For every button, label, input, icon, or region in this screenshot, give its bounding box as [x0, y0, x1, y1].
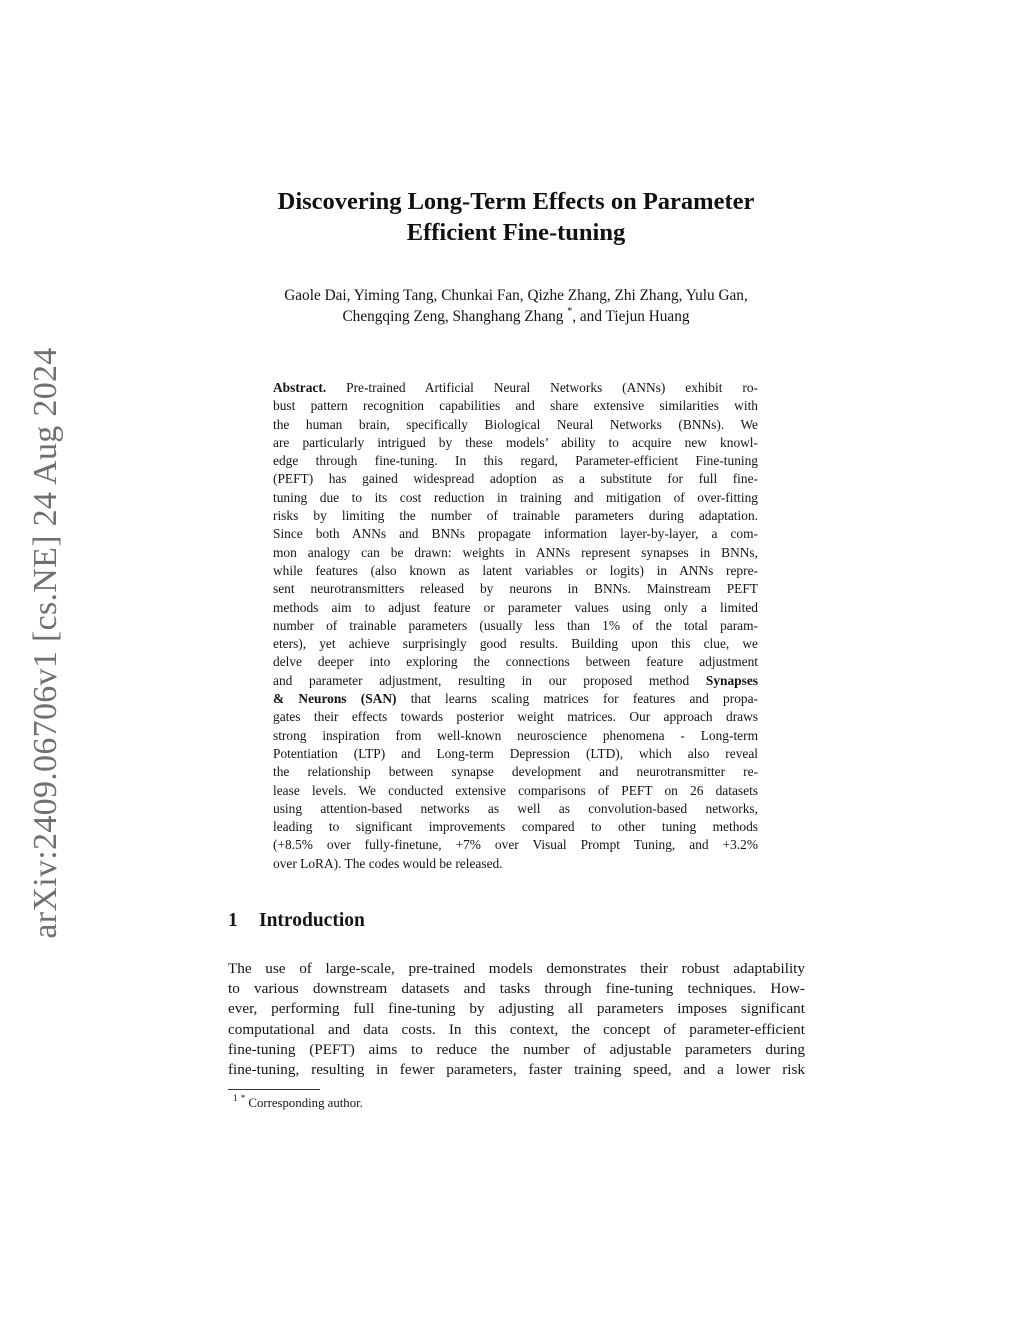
arxiv-sidebar — [26, 345, 66, 940]
abstract-line: edge through fine-tuning. In this regard, Parameter-efficient Fine-tuning — [273, 453, 758, 469]
intro-line: The use of large-scale, pre-trained models demonstrates their robust adaptability — [228, 960, 805, 977]
abstract-line: while features (also known as latent variables or logits) in ANNs repre- — [273, 562, 758, 578]
section-number: 1 — [228, 910, 238, 931]
abstract-line: eters), yet achieve surprisingly good results. Building upon this clue, we — [273, 636, 758, 652]
abstract-line: and parameter adjustment, resulting in our proposed method Synapses — [273, 672, 758, 688]
abstract-line: delve deeper into exploring the connections between feature adjustment — [273, 654, 758, 670]
section-heading — [228, 910, 365, 932]
abstract-line: (+8.5% over fully-finetune, +7% over Visual Prompt Tuning, and +3.2% — [273, 837, 758, 853]
abstract-line: bust pattern recognition capabilities and share extensive similarities with — [273, 398, 758, 414]
intro-line: computational and data costs. In this context, the concept of parameter-efficient — [228, 1020, 805, 1038]
abstract-line: methods aim to adjust feature or parameter values using only a limited — [273, 599, 758, 615]
abstract-line: tuning due to its cost reduction in training and mitigation of over-fitting — [273, 489, 758, 505]
abstract-line: using attention-based networks as well as convolution-based networks, — [273, 800, 758, 816]
footnote-marker: 1 — [233, 1093, 238, 1103]
abstract-line: gates their effects towards posterior weight matrices. Our approach draws — [273, 709, 758, 725]
footnote — [233, 1093, 363, 1111]
footnote-divider — [228, 1089, 320, 1090]
introduction-body — [228, 959, 805, 1080]
abstract-line: sent neurotransmitters released by neurons in BNNs. Mainstream PEFT — [273, 581, 758, 597]
abstract-line: leading to significant improvements compared to other tuning methods — [273, 819, 758, 835]
authors-line-2-end: , and Tiejun Huang — [572, 308, 690, 325]
intro-line: fine-tuning (PEFT) aims to reduce the number of adjustable parameters during — [228, 1040, 805, 1058]
corresponding-author-mark: * — [567, 306, 573, 317]
abstract-line: number of trainable parameters (usually less than 1% of the total param- — [273, 617, 758, 633]
title-line-2: Efficient Fine-tuning — [406, 219, 626, 246]
abstract-line: Since both ANNs and BNNs propagate information layer-by-layer, a com- — [273, 526, 758, 542]
abstract-line: (PEFT) has gained widespread adoption as a substitute for full fine- — [273, 471, 758, 487]
abstract-line: Potentiation (LTP) and Long-term Depression (LTD), which also reveal — [273, 745, 758, 761]
title-line-1: Discovering Long-Term Effects on Parameter — [277, 188, 755, 215]
intro-line: fine-tuning, resulting in fewer parameters, faster training speed, and a lower risk — [228, 1060, 805, 1078]
abstract-line: lease levels. We conducted extensive comparisons of PEFT on 26 datasets — [273, 782, 758, 798]
method-name: Synapses — [705, 672, 758, 688]
authors-line-2 — [200, 306, 832, 327]
authors-line-2-start: Chengqing Zeng, Shanghang Zhang — [342, 308, 568, 325]
abstract-label: Abstract. — [273, 380, 327, 395]
arxiv-identifier: arXiv:2409.06706v1 [cs.NE] 24 Aug 2024 — [27, 346, 64, 939]
section-title: Introduction — [259, 910, 365, 931]
paper-title — [200, 186, 832, 248]
footnote-text: Corresponding author. — [245, 1096, 363, 1110]
intro-line: to various downstream datasets and tasks through fine-tuning techniques. How- — [228, 980, 805, 998]
abstract-line: are particularly intrigued by these models’ ability to acquire new knowl- — [273, 434, 758, 450]
abstract-line: Abstract. Pre-trained Artificial Neural Networks (ANNs) exhibit ro- — [273, 380, 758, 395]
method-name-continued: & Neurons (SAN) — [273, 691, 397, 707]
authors-line-1: Gaole Dai, Yiming Tang, Chunkai Fan, Qizhe Zhang, Zhi Zhang, Yulu Gan, — [284, 287, 748, 304]
abstract-line: & Neurons (SAN) that learns scaling matrices for features and propa- — [273, 691, 759, 707]
abstract-line: the human brain, specifically Biological Neural Networks (BNNs). We — [273, 416, 758, 432]
abstract — [273, 379, 758, 873]
abstract-line: mon analogy can be drawn: weights in ANNs represent synapses in BNNs, — [273, 544, 758, 560]
abstract-line: the relationship between synapse development and neurotransmitter re- — [273, 764, 758, 780]
footnote-star: * — [240, 1093, 246, 1103]
author-list — [200, 285, 832, 327]
abstract-line: over LoRA). The codes would be released. — [273, 855, 503, 871]
intro-line: ever, performing full fine-tuning by adjusting all parameters imposes significant — [228, 1000, 805, 1018]
abstract-line: risks by limiting the number of trainable parameters during adaptation. — [273, 508, 758, 524]
abstract-line: strong inspiration from well-known neuroscience phenomena - Long-term — [273, 727, 758, 743]
